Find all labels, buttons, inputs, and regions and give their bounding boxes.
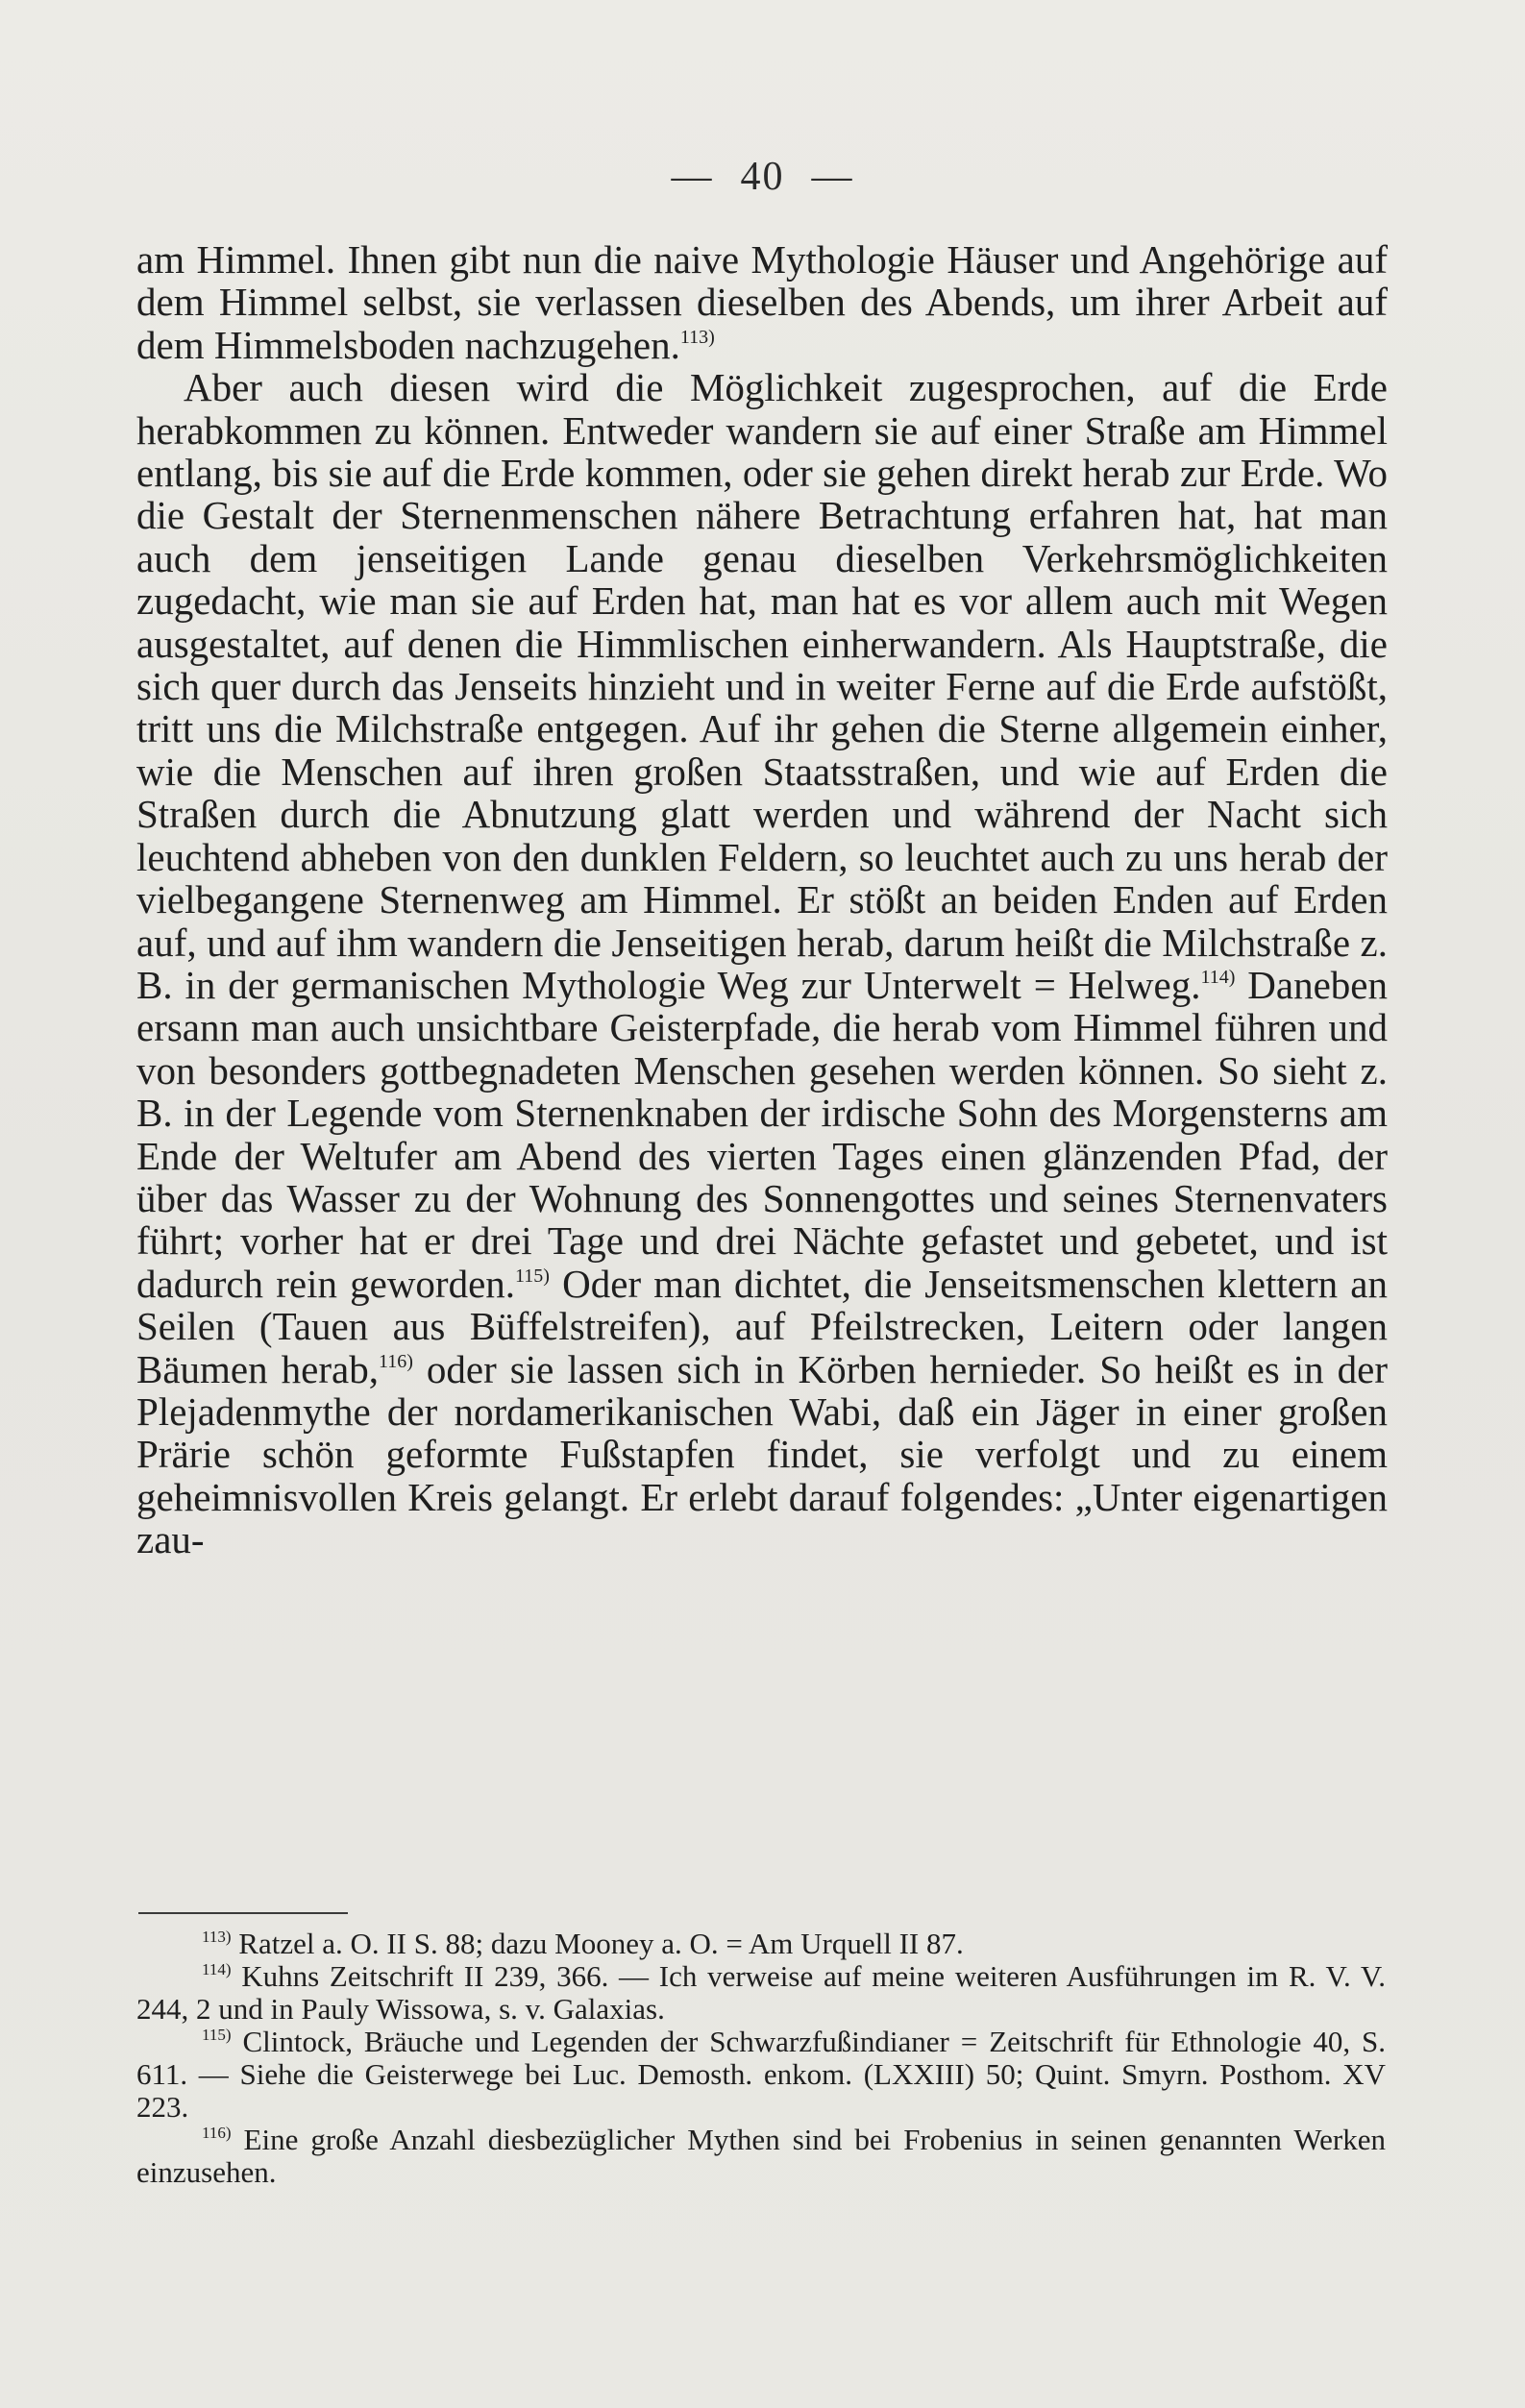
footnote-ref-113: 113) xyxy=(679,326,715,348)
main-text xyxy=(136,238,1388,1561)
paragraph-1-text: am Himmel. Ihnen gibt nun die naive Mythologie Häuser und Angehörige auf dem Himmel selbst, sie verlassen dieselben des Abends, um ihrer Arbeit auf dem Himmelsboden nachzugehen. xyxy=(136,237,1388,367)
paragraph-2 xyxy=(136,366,1388,1560)
footnote-text: Eine große Anzahl diesbezüglicher Mythen sind bei Frobenius in seinen genannten Werken einzusehen. xyxy=(136,2123,1386,2189)
footnote-number: 114) xyxy=(202,1960,232,1978)
footnote-116 xyxy=(136,2124,1386,2189)
footnotes xyxy=(136,1928,1386,2189)
footnote-number: 113) xyxy=(202,1928,232,1946)
footnote-ref-114: 114) xyxy=(1200,966,1236,988)
footnote-113 xyxy=(136,1928,1386,1960)
footnote-ref-116: 116) xyxy=(378,1350,413,1372)
paragraph-2-part-3: Oder man dichtet, die Jenseitsmenschen klettern an Seilen (Tauen aus Büffelstreifen), auf Pfeilstrecken, Leitern oder langen Bäumen herab, xyxy=(136,1261,1388,1391)
header-dash-right: — xyxy=(811,155,854,199)
footnote-text: Kuhns Zeitschrift II 239, 366. — Ich verweise auf meine weiteren Ausführungen im R. V. V. 244, 2 und in Pauly Wissowa, s. v. Galaxias. xyxy=(136,1959,1386,2026)
header-dash-left: — xyxy=(671,155,714,199)
footnote-divider xyxy=(138,1912,348,1914)
footnote-ref-115: 115) xyxy=(515,1265,550,1287)
footnote-114 xyxy=(136,1960,1386,2026)
page-header xyxy=(0,154,1525,200)
paragraph-2-part-1: Aber auch diesen wird die Möglichkeit zugesprochen, auf die Erde herabkommen zu können. Entweder wandern sie auf einer Straße am Himmel entlang, bis sie auf die Erde kommen, oder sie gehen direkt herab zur Erde. Wo die Gestalt der Sternenmenschen nähere Betrachtung erfahren hat, hat man auch dem jenseitigen Lande genau dieselben Verkehrsmöglichkeiten zugedacht, wie man sie auf Erden hat, man hat es vor allem auch mit Wegen ausgestaltet, auf denen die Himmlischen einherwandern. Als Hauptstraße, die sich quer durch das Jenseits hinzieht und in weiter Ferne auf die Erde aufstößt, tritt uns die Milchstraße entgegen. Auf ihr gehen die Sterne allgemein einher, wie die Menschen auf ihren großen Staatsstraßen, und wie auf Erden die Straßen durch die Abnutzung glatt werden und während der Nacht sich leuchtend abheben von den dunklen Feldern, so leuchtet auch zu uns herab der vielbegangene Sternenweg am Himmel. Er stößt an beiden Enden auf Erden auf, und auf ihm wandern die Jenseitigen herab, darum heißt die Milchstraße z. B. in der germanischen Mythologie Weg zur Unterwelt = Helweg. xyxy=(136,365,1388,1007)
footnote-number: 116) xyxy=(202,2124,232,2142)
paragraph-1 xyxy=(136,238,1388,366)
footnote-number: 115) xyxy=(202,2026,232,2044)
paragraph-2-part-2: Daneben ersann man auch unsichtbare Geisterpfade, die herab vom Himmel führen und von besonders gottbegnadeten Menschen gesehen werden können. So sieht z. B. in der Legende vom Sternenknaben der irdische Sohn des Morgensterns am Ende der Weltufer am Abend des vierten Tages einen glänzenden Pfad, der über das Wasser zu der Wohnung des Sonnengottes und seines Sternenvaters führt; vorher hat er drei Tage und drei Nächte gefastet und gebetet, und ist dadurch rein geworden. xyxy=(136,962,1389,1306)
page-number: 40 xyxy=(740,155,785,199)
paragraph-2-part-4: oder sie lassen sich in Körben hernieder. So heißt es in der Plejadenmythe der nordamerikanischen Wabi, daß ein Jäger in einer großen Prärie schön geformte Fußstapfen findet, sie verfolgt und zu einem geheimnisvollen Kreis gelangt. Er erlebt darauf folgendes: „Unter eigenartigen zau- xyxy=(136,1346,1388,1562)
footnote-text: Clintock, Bräuche und Legenden der Schwarzfußindianer = Zeitschrift für Ethnologie 40, S. 611. — Siehe die Geisterwege bei Luc. Demosth. enkom. (LXXIII) 50; Quint. Smyrn. Posthom. XV 223. xyxy=(136,2025,1386,2124)
footnote-text: Ratzel a. O. II S. 88; dazu Mooney a. O. = Am Urquell II 87. xyxy=(231,1927,964,1960)
footnote-115 xyxy=(136,2026,1386,2124)
